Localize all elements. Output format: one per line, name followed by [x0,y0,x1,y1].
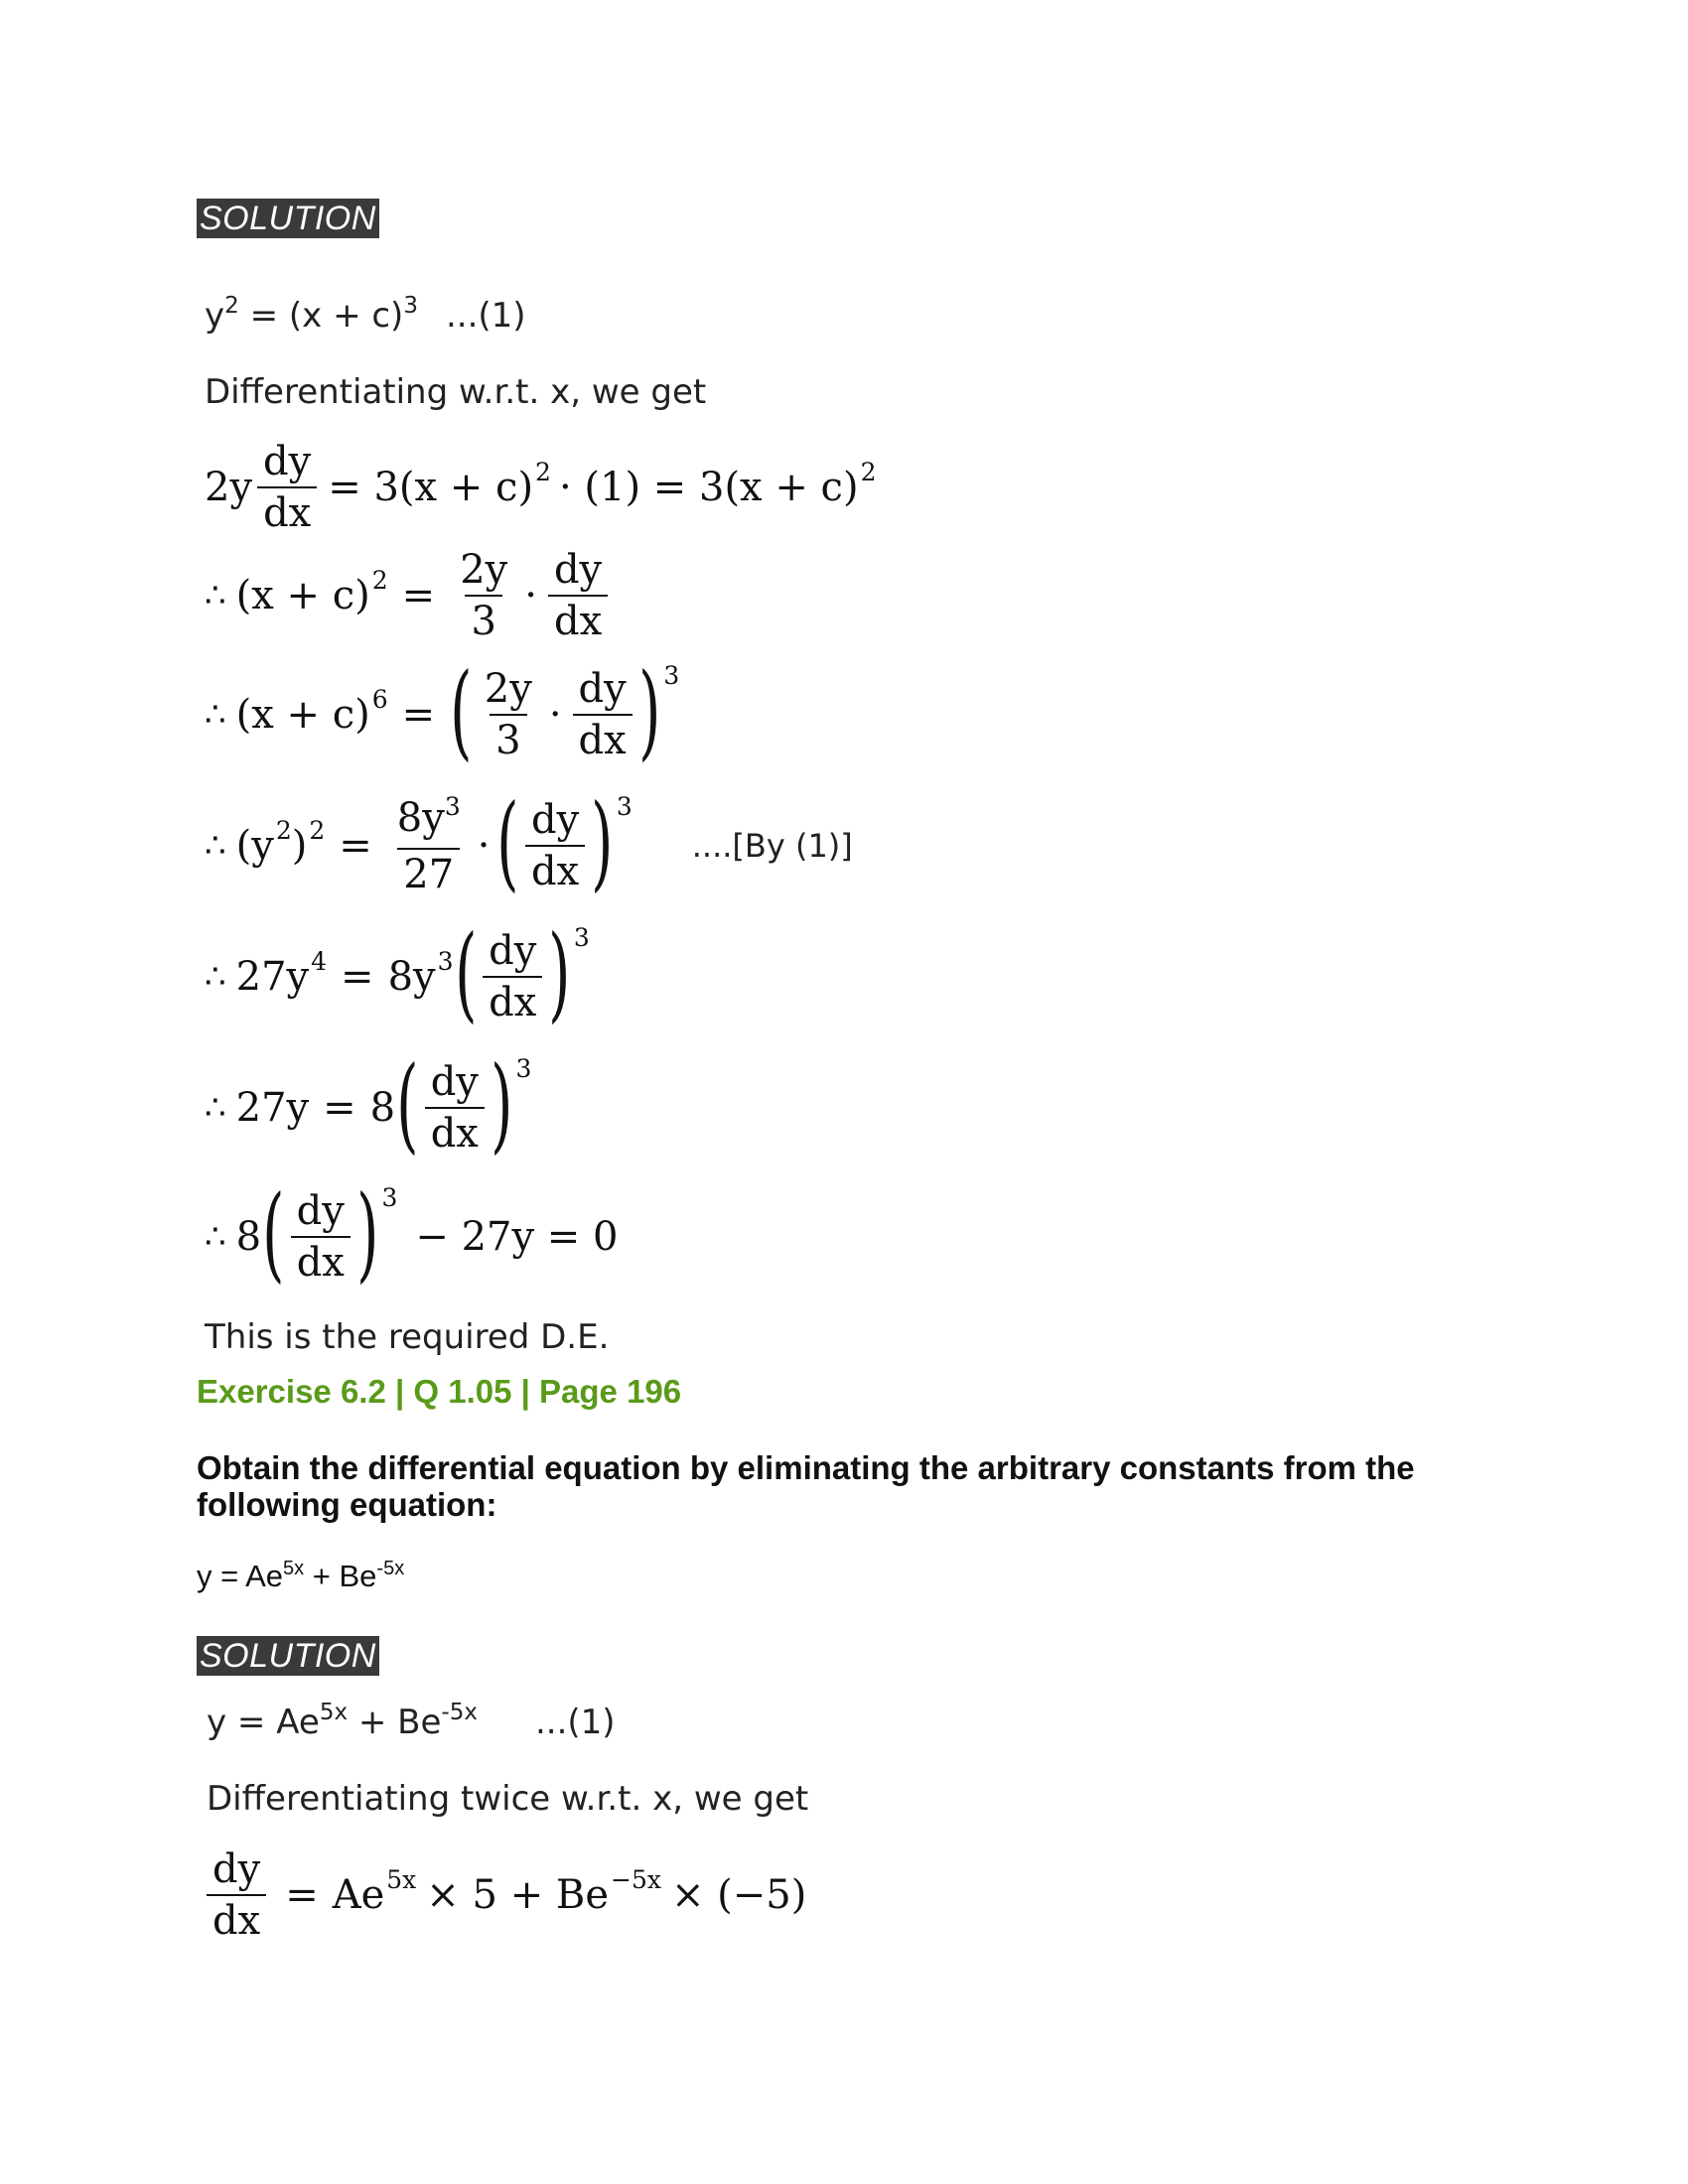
differentiating-text: Differentiating twice w.r.t. x, we get [207,1779,809,1819]
question-text: Obtain the differential equation by eliminating the arbitrary constants from the following equation: [197,1449,1415,1523]
derivative-equation: $\frac{dy}{dx}$ = Ae 5x × 5 + Be −5x × (−5) [207,1846,806,1944]
equation-1: $y^2 = (x + c)^3$ ...(1) [205,293,526,336]
equation-step-b: ∴ (x + c) 2 = $\frac{2y}{3}$ · $\frac{dy}{dx}$ [205,547,613,644]
differentiating-text: Differentiating w.r.t. x, we get [205,372,707,412]
equation-step-g: ∴ 8 ( $\frac{dy}{dx}$ ) 3 − 27y = 0 [205,1172,619,1294]
derivative-equation: 2y $\frac{dy}{dx}$ = 3(x + c) 2 · (1) = 3(x + c) 2 [205,439,877,536]
equation-step-e: ∴ 27y 4 = 8y 3 ( $\frac{dy}{dx}$ ) 3 [205,912,590,1033]
conclusion-text: This is the required D.E. [205,1317,610,1357]
question-equation: $y = Ae^{5x} + Be^{-5x}$ [197,1558,405,1593]
exercise-link[interactable]: Exercise 6.2 | Q 1.05 | Page 196 [197,1373,682,1410]
equation-step-c: ∴ (x + c) 6 = ( $\frac{2y}{3}$ · $\frac{dy}{dx}$ ) 3 [205,650,680,771]
equation-step-d: ∴ (y 2 ) 2 = $\frac{8y^3}{27}$ · ( $\frac{dy}{dx}$ ) 3 ....[By (1)] [205,781,853,902]
solution-badge: SOLUTION [197,199,379,238]
fraction-dy-dx: $\frac{dy}{dx}$ [257,439,317,536]
equation-step-f: ∴ 27y = 8 ( $\frac{dy}{dx}$ ) 3 [205,1043,532,1164]
equation-1: $y = Ae^{5x} + Be^{-5x}$ ...(1) [207,1700,616,1742]
solution-badge: SOLUTION [197,1636,379,1676]
